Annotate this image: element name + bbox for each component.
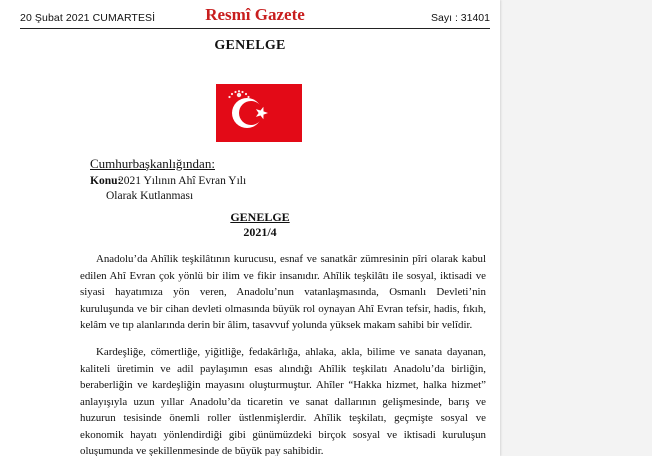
subject-label: Konu: (90, 175, 122, 187)
header-date: 20 Şubat 2021 CUMARTESİ (20, 12, 156, 24)
gazette-header (20, 4, 490, 26)
subject-text-line-2: Olarak Kutlanması (106, 190, 194, 202)
header-divider (20, 28, 490, 29)
page-title: GENELGE (214, 38, 286, 53)
circular-number: 2021/4 (243, 225, 277, 239)
circular-heading (0, 210, 500, 240)
gazette-title: Resmî Gazete (205, 5, 305, 24)
subject-text-line-1: 2021 Yılının Ahî Evran Yılı (118, 175, 247, 187)
issue-number: Sayı : 31401 (431, 12, 490, 24)
circular-title: GENELGE (230, 210, 290, 224)
turkish-flag-icon (216, 84, 302, 142)
body-paragraph-2: Kardeşliğe, cömertliğe, yiğitliğe, fedakârlığa, ahlaka, akla, bilime ve sanata dayanan, kaliteli üretimin ve adil paylaşımın esas alındığı Ahîlik teşkilatı Anadolu’da birliğin, beraberliğin ve kardeşliğin mayasını oluşturmuştur. Ahîler “Hakka hizmet, halka hizmet” anlayışıyla uzun yıllar Anadolu’da ticaretin ve sanat dallarının gelişmesinde, barış ve huzurun tesisinde önemli roller üstlenmişlerdir. Ahîlik teşkilatı, geçmişte sosyal ve ekonomik hayatı yönlendirdiği gibi günümüzdeki birçok sosyal ve iktisadi kuruluşun oluşumunda ve şekillenmesinde de büyük pay sahibidir. (80, 346, 486, 456)
body-paragraph-1: Anadolu’da Ahîlik teşkilâtının kurucusu, esnaf ve sanatkâr zümresinin pîri olarak kabul edilen Ahî Evran çok yönlü bir ilim ve fikir insanıdır. Ahîlik teşkilâtı ile sosyal, iktisadi ve siyasi hayatımıza yön veren, Anadolu’nun vatanlaşmasında, Osmanlı Devleti’nin kuruluşunda ve bir cihan devleti olmasında büyük rol oynayan Ahî Evran tefsir, hadis, fıkıh, kelâm ve tıp alanlarında derin bir âlim, tasavvuf yolunda yüksek makam sahibi bir velîdir. (80, 253, 486, 331)
issuing-authority: Cumhurbaşkanlığından: (90, 156, 215, 171)
